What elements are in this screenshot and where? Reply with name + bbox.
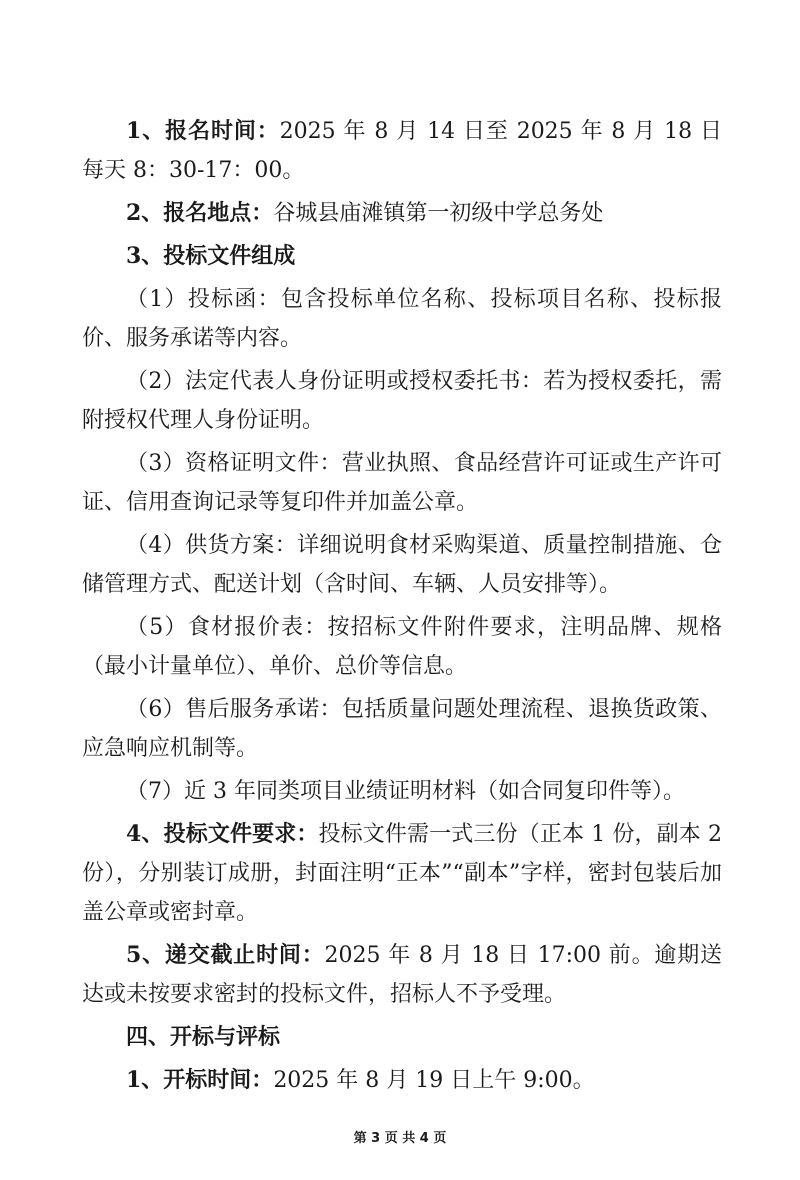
paragraph-opening-evaluation: [82, 1018, 722, 1057]
document-body: [82, 112, 722, 1100]
heading-bid-composition: 3、投标文件组成: [126, 243, 296, 269]
heading-deadline: 5、递交截止时间：: [126, 942, 325, 968]
paragraph-registration-place: [82, 194, 722, 233]
text-opening-time: 2025 年 8 月 19 日上午 9:00。: [273, 1068, 595, 1093]
paragraph-bid-composition: [82, 237, 722, 276]
paragraph-opening-time: [82, 1061, 722, 1100]
heading-registration-place: 2、报名地点：: [126, 200, 274, 226]
paragraph-item-1: [82, 280, 722, 358]
paragraph-item-7: [82, 772, 722, 811]
heading-opening-time: 1、开标时间：: [126, 1067, 274, 1093]
heading-bid-requirements: 4、投标文件要求：: [126, 821, 319, 847]
text-registration-time: 2025 年 8 月 14 日至 2025 年 8 月 18 日每天 8：30-17：00。: [82, 119, 722, 183]
paragraph-item-5: [82, 608, 722, 686]
text-item-5: （5）食材报价表：按招标文件附件要求，注明品牌、规格（最小计量单位）、单价、总价等信息。: [82, 615, 722, 679]
paragraph-deadline: [82, 936, 722, 1014]
text-bid-requirements: 投标文件需一式三份（正本 1 份，副本 2 份），分别装订成册，封面注明“正本”“副本”字样，密封包装后加盖公章或密封章。: [82, 822, 722, 925]
text-item-6: （6）售后服务承诺：包括质量问题处理流程、退换货政策、应急响应机制等。: [82, 697, 722, 761]
heading-opening-evaluation: 四、开标与评标: [126, 1024, 281, 1050]
text-item-3: （3）资格证明文件：营业执照、食品经营许可证或生产许可证、信用查询记录等复印件并加盖公章。: [82, 451, 722, 515]
text-item-2: （2）法定代表人身份证明或授权委托书：若为授权委托，需附授权代理人身份证明。: [82, 369, 722, 433]
paragraph-bid-requirements: [82, 815, 722, 932]
paragraph-item-4: [82, 526, 722, 604]
text-registration-place: 谷城县庙滩镇第一初级中学总务处: [273, 201, 604, 226]
text-deadline: 2025 年 8 月 18 日 17:00 前。逾期送达或未按要求密封的投标文件，招标人不予受理。: [82, 943, 722, 1007]
paragraph-registration-time: [82, 112, 722, 190]
paragraph-item-6: [82, 690, 722, 768]
heading-registration-time: 1、报名时间：: [126, 118, 280, 144]
text-item-4: （4）供货方案：详细说明食材采购渠道、质量控制措施、仓储管理方式、配送计划（含时间、车辆、人员安排等）。: [82, 533, 722, 597]
text-item-1: （1）投标函：包含投标单位名称、投标项目名称、投标报价、服务承诺等内容。: [82, 287, 722, 351]
paragraph-item-2: [82, 362, 722, 440]
paragraph-item-3: [82, 444, 722, 522]
page-number: 第 3 页 共 4 页: [353, 1131, 447, 1146]
text-item-7: （7）近 3 年同类项目业绩证明材料（如合同复印件等）。: [126, 779, 685, 804]
